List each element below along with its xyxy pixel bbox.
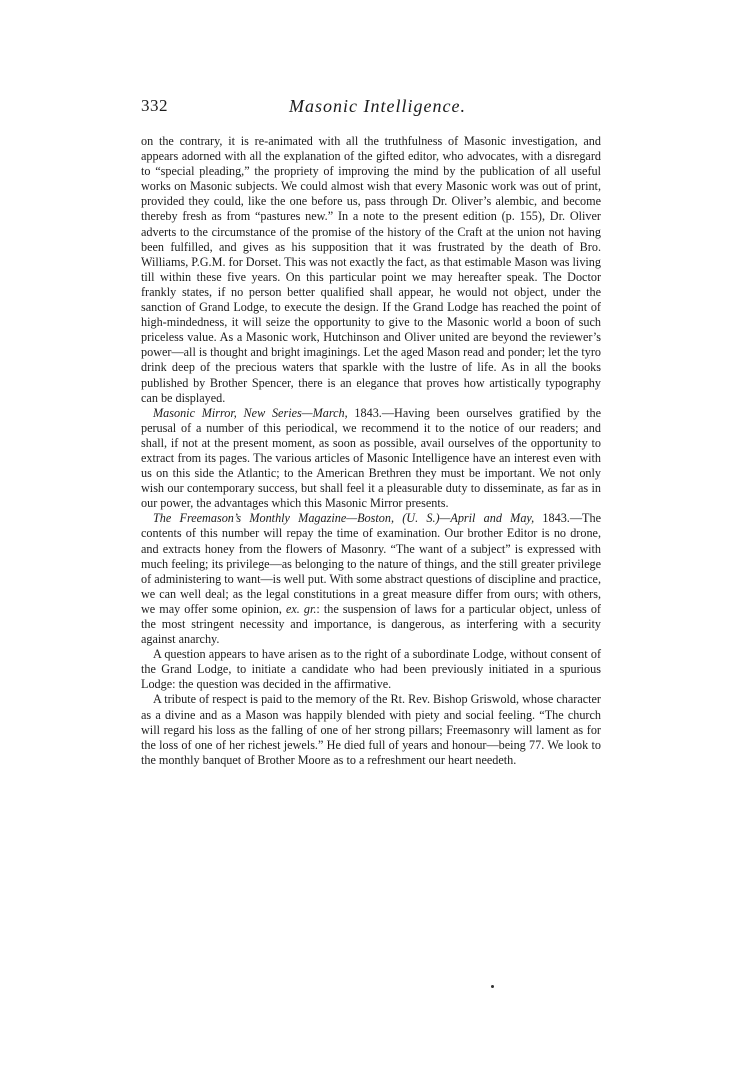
text-segment: A question appears to have arisen as to the right of a subordinate Lodge, without consent of the Grand Lodge, to initiate a candidate who had been previously initiated in a spurious Lodge: the question was decided in the affirmative. bbox=[141, 647, 601, 692]
book-page bbox=[141, 96, 601, 768]
paragraph-masonic-mirror bbox=[141, 406, 601, 512]
latin-abbreviation: ex. gr. bbox=[285, 601, 317, 616]
publication-title: Masonic Mirror, New Series—March, bbox=[153, 405, 348, 420]
text-segment: A tribute of respect is paid to the memory of the Rt. Rev. Bishop Griswold, whose character as a divine and as a Mason was happily blended with piety and social feeling. “The church will regard his loss as the falling of one of her strong pillars; Freemasonry will lament as for the loss of one of her richest jewels.” He died full of years and honour—being 77. We look to the monthly banquet of Brother Moore as to a refreshment our heart needeth. bbox=[141, 692, 601, 767]
paragraph-freemasons-magazine bbox=[141, 511, 601, 647]
page-number: 332 bbox=[141, 96, 168, 115]
paragraph-lodge-question bbox=[141, 647, 601, 692]
running-head bbox=[141, 96, 601, 126]
text-segment: on the contrary, it is re-animated with all the truthfulness of Masonic investigation, and appears adorned with all the explanation of the gifted editor, who advocates, with a disregard to “special pleading,” the propriety of improving the mind by the publication of all useful works on Masonic subjects. We could almost wish that every Masonic work was out of print, provided they could, like the one before us, pass through Dr. Oliver’s alembic, and become thereby fresh as from “pastures new.” In a note to the present edition (p. 155), Dr. Oliver adverts to the circumstance of the promise of the history of the Craft at the union not having been fulfilled, and gives as his supposition that it was frustrated by the death of Bro. Williams, P.G.M. for Dorset. This was not exactly the fact, as that estimable Mason was living till within these five years. On this particular point we may hereafter speak. The Doctor frankly states, if no person better qualified shall appear, he would not object, under the sanction of Grand Lodge, to execute the design. If the Grand Lodge has reached the point of high-mindedness, it will seize the opportunity to give to the Masonic world a boon of such priceless value. As a Masonic work, Hutchinson and Oliver united are beyond the reviewer’s power—all is thought and bright imaginings. Let the aged Mason read and ponder; let the tyro drink deep of the precious waters that sparkle with the lustre of life. As in all the books published by Brother Spencer, there is an elegance that proves how artistically typography can be displayed. bbox=[141, 134, 601, 405]
ink-speck bbox=[491, 985, 494, 988]
publication-title: The Freemason’s Monthly Magazine—Boston, (U. S.)—April and May, bbox=[153, 511, 535, 526]
running-title: Masonic Intelligence. bbox=[289, 96, 466, 116]
paragraph-editor-review bbox=[141, 134, 601, 406]
text-segment: 1843.—Having been ourselves gratified by the perusal of a number of this periodical, we recommend it to the notice of our readers; and shall, if not at the present moment, as soon as possible, avail ourselves of the opportunity to extract from its pages. The various articles of Masonic Intelligence have an interest even with us on this side the Atlantic; to the American Brethren they must be important. We not only wish our contemporary success, but shall feel it a pleasurable duty to disseminate, as far as in our power, the advantages which this Masonic Mirror presents. bbox=[141, 405, 601, 511]
body-text bbox=[141, 134, 601, 768]
text-segment: 1843.—The contents of this number will repay the time of examination. Our brother Editor is no drone, and extracts honey from the flowers of Masonry. “The want of a subject” is expressed with much feeling; its privilege—as belonging to the nature of things, and the still greater privilege of administering to want—is well put. With some abstract questions of discipline and practice, we can well deal; as the legal constitutions in a great measure differ from ours; with others, we may offer some opinion, bbox=[141, 511, 601, 616]
text-segment: : the suspension of laws for a particular object, unless of the most stringent necessity and importance, is dangerous, as interfering with a security against anarchy. bbox=[141, 601, 601, 647]
paragraph-bishop-tribute bbox=[141, 692, 601, 767]
